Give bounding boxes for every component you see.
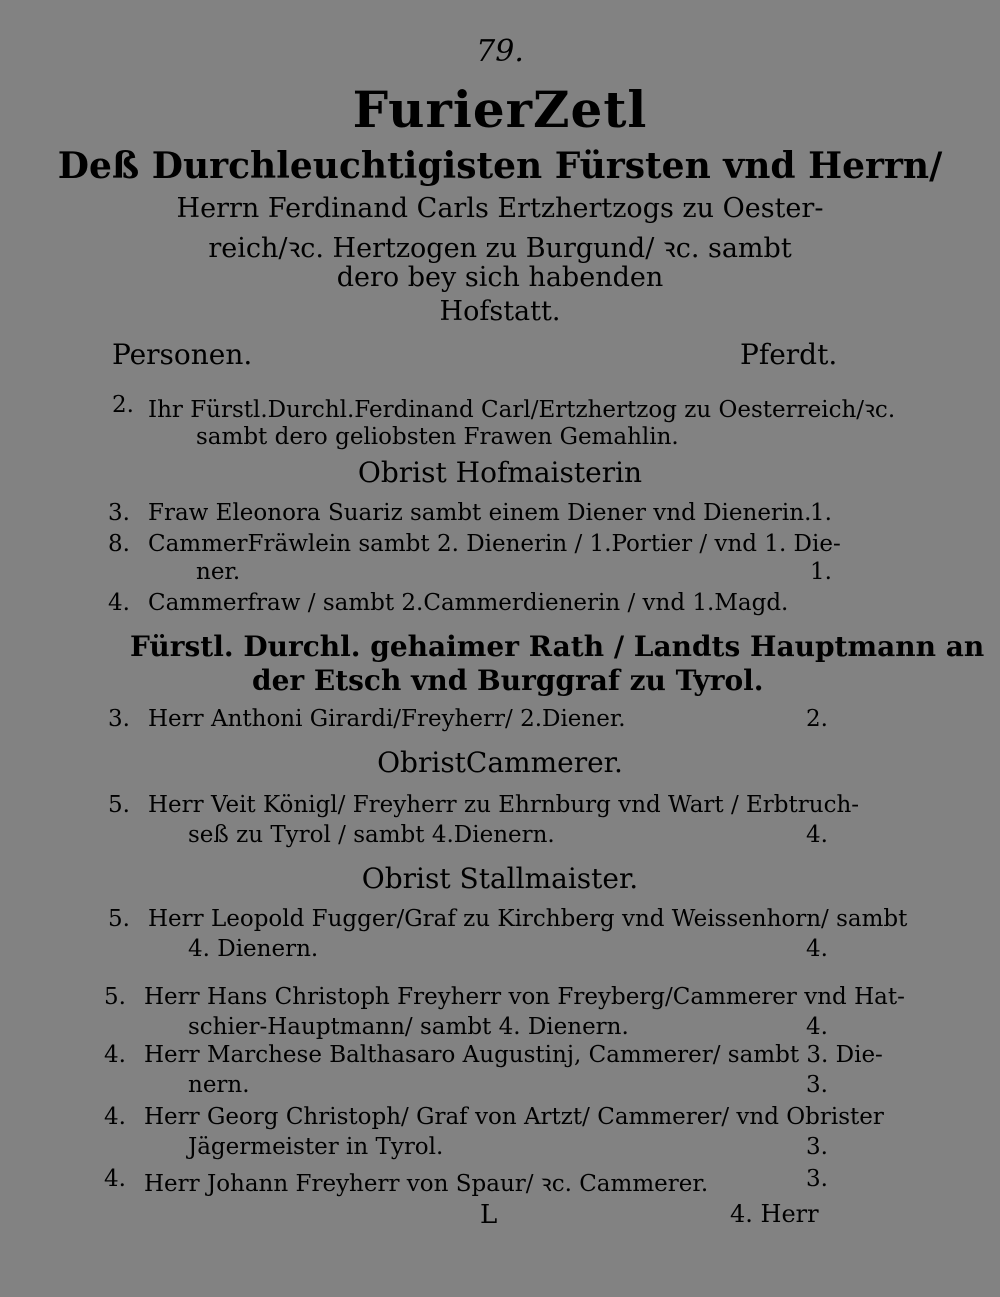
page-title: FurierZetl (352, 80, 648, 139)
column-header-horses: Pferdt. (740, 338, 838, 371)
entry-horses: 1. (810, 500, 832, 526)
entry-text: Herr Marchese Balthasaro Augustinj, Cammerer/ sambt 3. Die- (144, 1042, 883, 1068)
column-header-persons: Personen. (112, 338, 253, 371)
catchword: 4. Herr (730, 1200, 819, 1228)
entry-persons: 4. (108, 590, 130, 616)
subtitle-line-3: reich/ꝛc. Hertzogen zu Burgund/ ꝛc. sambt (208, 233, 792, 264)
section-heading: Obrist Stallmaister. (361, 862, 639, 895)
section-heading-continued: der Etsch vnd Burggraf zu Tyrol. (252, 664, 764, 697)
section-heading: Obrist Hofmaisterin (357, 456, 643, 489)
entry-text-continued: ner. (196, 559, 241, 585)
entry-text-continued: nern. (188, 1072, 250, 1098)
subtitle-line-2: Herrn Ferdinand Carls Ertzhertzogs zu Oester- (176, 193, 824, 224)
entry-text: Herr Johann Freyherr von Spaur/ ꝛc. Cammerer. (144, 1171, 709, 1197)
entry-text: Herr Hans Christoph Freyherr von Freyberg/Cammerer vnd Hat- (144, 984, 905, 1010)
entry-text-continued: schier-Hauptmann/ sambt 4. Dienern. (188, 1014, 629, 1040)
entry-persons: 3. (108, 706, 130, 732)
entry-text: Fraw Eleonora Suariz sambt einem Diener vnd Dienerin. (148, 500, 812, 526)
subtitle-line-1: Deß Durchleuchtigisten Fürsten vnd Herrn/ (57, 145, 943, 187)
subtitle-line-5: Hofstatt. (439, 296, 561, 327)
entry-horses: 3. (806, 1134, 828, 1160)
entry-persons: 3. (108, 500, 130, 526)
subtitle-line-4: dero bey sich habenden (336, 262, 664, 293)
signature-mark: L (480, 1200, 498, 1230)
entry-horses: 4. (806, 1014, 828, 1040)
entry-text: Herr Georg Christoph/ Graf von Artzt/ Cammerer/ vnd Obrister (144, 1104, 884, 1130)
entry-text: Herr Leopold Fugger/Graf zu Kirchberg vnd Weissenhorn/ sambt (148, 906, 908, 932)
entry-text-continued: 4. Dienern. (188, 936, 319, 962)
entry-text: Herr Anthoni Girardi/Freyherr/ 2.Diener. (148, 706, 626, 732)
entry-text-continued: seß zu Tyrol / sambt 4.Dienern. (188, 822, 555, 848)
entry-persons: 4. (104, 1042, 126, 1068)
entry-text: CammerFräwlein sambt 2. Dienerin / 1.Portier / vnd 1. Die- (148, 531, 841, 557)
entry-persons: 8. (108, 531, 130, 557)
entry-persons: 5. (108, 906, 130, 932)
entry-horses: 4. (806, 822, 828, 848)
entry-persons: 4. (104, 1166, 126, 1192)
entry-text: Cammerfraw / sambt 2.Cammerdienerin / vnd 1.Magd. (148, 590, 789, 616)
entry-horses: 1. (810, 559, 832, 585)
entry-horses: 2. (806, 706, 828, 732)
entry-horses: 3. (806, 1166, 828, 1192)
entry-text: Herr Veit Königl/ Freyherr zu Ehrnburg vnd Wart / Erbtruch- (148, 792, 860, 818)
entry-persons: 2. (112, 392, 134, 418)
page-number: 79. (476, 34, 524, 69)
section-heading: ObristCammerer. (377, 746, 623, 779)
section-heading: Fürstl. Durchl. gehaimer Rath / Landts Hauptmann an (130, 630, 985, 663)
entry-persons: 5. (104, 984, 126, 1010)
entry-horses: 3. (806, 1072, 828, 1098)
entry-text-continued: Jägermeister in Tyrol. (188, 1134, 444, 1160)
entry-horses: 4. (806, 936, 828, 962)
entry-text-continued: sambt dero geliobsten Frawen Gemahlin. (196, 424, 679, 450)
entry-text: Ihr Fürstl.Durchl.Ferdinand Carl/Ertzhertzog zu Oesterreich/ꝛc. (148, 397, 896, 423)
entry-persons: 5. (108, 792, 130, 818)
entry-persons: 4. (104, 1104, 126, 1130)
